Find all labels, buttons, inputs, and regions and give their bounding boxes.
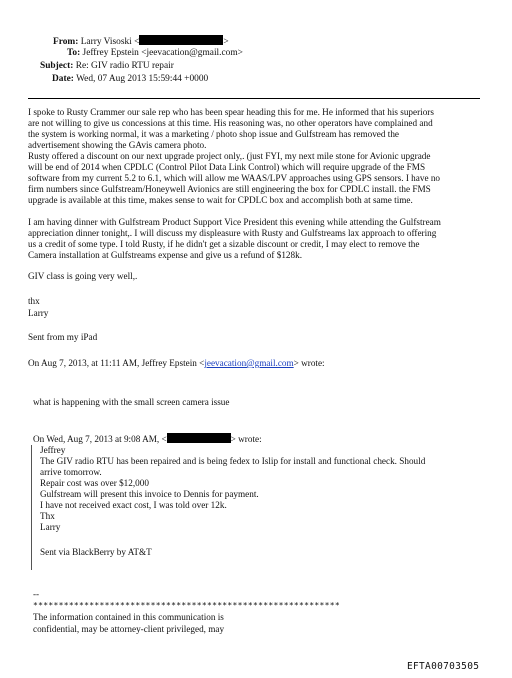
redaction-box: [167, 433, 231, 443]
paragraph-2: I am having dinner with Gulfstream Product Support Vice President this evening while attending the Gulfstream appreciation dinner tonight,. I will discuss my displeasure with Rusty and Gulfstreams lax approach to offering us a credit of some type. I told Rusty, if he didn't get a sizable discount or credit, I may elect to remove the Camera installation at Gulfstreams expense and give us a refund of $128k.: [28, 217, 441, 260]
from-row: From: Larry Visoski < >: [53, 37, 229, 47]
header-divider: [28, 98, 480, 99]
date-row: [52, 74, 208, 85]
signature-thx: thx: [28, 296, 40, 306]
bates-number: EFTA00703505: [407, 661, 480, 672]
reply-attribution-1: On Aug 7, 2013, at 11:11 AM, Jeffrey Epstein <jeevacation@gmail.com> wrote:: [28, 358, 325, 368]
date-label: Date:: [52, 74, 74, 84]
confidentiality-line-1: The information contained in this communication is: [33, 612, 224, 622]
sent-from-ipad: Sent from my iPad: [28, 332, 98, 342]
from-label: From:: [53, 37, 79, 47]
redaction-box: [139, 35, 223, 45]
asterisk-divider: ************************************************************: [33, 601, 340, 610]
paragraph-3: GIV class is going very well,.: [28, 271, 138, 281]
confidentiality-line-2: confidential, may be attorney-client privileged, may: [33, 624, 225, 634]
to-row: [67, 48, 243, 59]
subject-label: Subject:: [40, 61, 74, 71]
quoted-message-2: Jeffrey The GIV radio RTU has been repaired and is being fedex to Islip for install and functional check. Should arrive tomorrow. Repair cost was over $12,000 Gulfstream will present this invoice to Dennis for payment. I have not received exact cost, I was told over 12k. Thx Larry: [40, 445, 426, 532]
subject-row: [40, 61, 174, 72]
sent-via-blackberry: Sent via BlackBerry by AT&T: [40, 547, 152, 557]
date-value: Wed, 07 Aug 2013 15:59:44 +0000: [76, 74, 209, 84]
email-link[interactable]: jeevacation@gmail.com: [204, 358, 294, 368]
signature-name: Larry: [28, 308, 49, 318]
paragraph-1: I spoke to Rusty Crammer our sale rep who has been spear heading this for me. He informed that his superiors are not willing to give us concessions at this time. His reasoning was, no other operators have complained and the system is working normal, it was a marketing / photo shop issue and Gulfstream has removed the advertisement showing the GAvis camera photo. Rusty offered a discount on our next upgrade project only,. (just FYI, my next mile stone for Avionic upgrade will be end of 2014 when CPDLC (Control Pilot Data Link Control) which will require upgrade of the FMS software from my current 5.2 to 6.1, which will allow me WAAS/LPV approaches using GPS sensors. I have no firm numbers since Gulfstream/Honeywell Avionics are still engineering the box for CPDLC install. the FMS upgrade is available at this time, makes sense to wait for CPDLC box and accomplish both at same time.: [28, 107, 441, 205]
to-label: To:: [67, 48, 81, 58]
quoted-message-1: what is happening with the small screen camera issue: [33, 397, 230, 407]
subject-value: Re: GIV radio RTU repair: [75, 61, 174, 71]
from-value: Larry Visoski <: [80, 37, 140, 47]
reply-attribution-2: On Wed, Aug 7, 2013 at 9:08 AM, < > wrote:: [33, 434, 262, 444]
quote-bar: [31, 445, 32, 570]
signature-dashes: --: [33, 589, 40, 599]
to-value: Jeffrey Epstein <jeevacation@gmail.com>: [82, 48, 243, 58]
